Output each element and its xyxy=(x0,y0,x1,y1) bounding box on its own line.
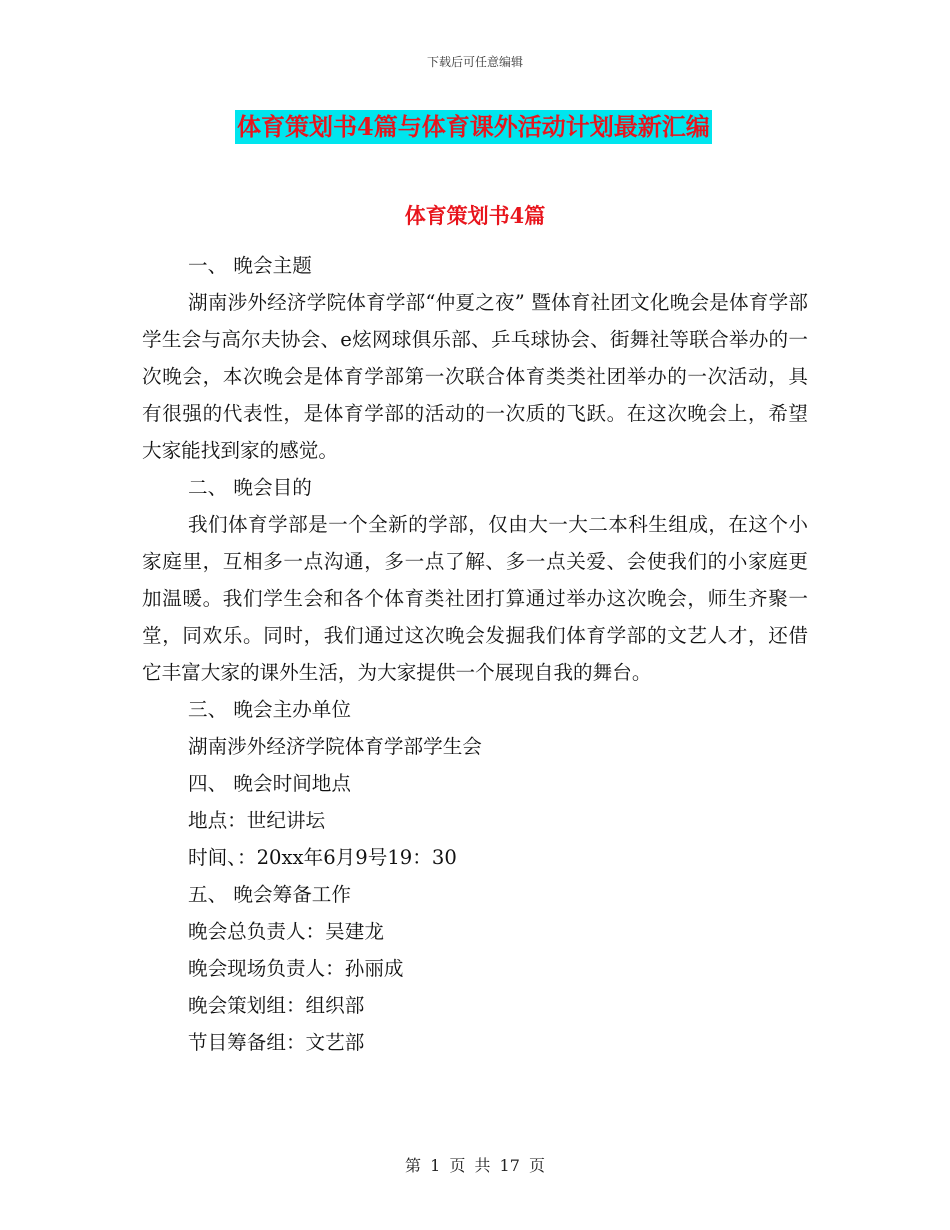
section-heading-time-place: 四、 晚会时间地点 xyxy=(188,772,351,795)
page-number-footer: 第 1 页 共 17 页 xyxy=(405,1156,545,1175)
paragraph-program-group: 节目筹备组：文艺部 xyxy=(188,1031,365,1054)
section-heading-purpose: 二、 晚会目的 xyxy=(188,476,312,499)
section-heading-theme: 一、 晚会主题 xyxy=(188,254,312,277)
document-body xyxy=(142,247,808,1061)
document-main-title: 体育策划书4篇与体育课外活动计划最新汇编 xyxy=(235,110,712,144)
paragraph-planning-group: 晚会策划组：组织部 xyxy=(188,994,365,1017)
paragraph-organizer: 湖南涉外经济学院体育学部学生会 xyxy=(188,735,482,758)
paragraph-chief: 晚会总负责人：吴建龙 xyxy=(188,920,384,943)
paragraph-onsite-lead: 晚会现场负责人：孙丽成 xyxy=(188,957,404,980)
document-sub-title: 体育策划书4篇 xyxy=(404,203,546,228)
header-note: 下载后可任意编辑 xyxy=(426,55,523,69)
paragraph-time: 时间、：20xx年6月9号19：30 xyxy=(188,846,457,869)
paragraph-purpose: 我们体育学部是一个全新的学部，仅由大一大二本科生组成，在这个小家庭里，互相多一点沟通，多一点了解、多一点关爱、会使我们的小家庭更加温暖。我们学生会和各个体育类社团打算通过举办这次晚会，师生齐聚一堂，同欢乐。同时，我们通过这次晚会发掘我们体育学部的文艺人才，还借它丰富大家的课外生活，为大家提供一个展现自我的舞台。 xyxy=(142,513,808,684)
paragraph-place: 地点：世纪讲坛 xyxy=(188,809,326,832)
section-heading-organizer: 三、 晚会主办单位 xyxy=(188,698,351,721)
section-heading-preparation: 五、 晚会筹备工作 xyxy=(188,883,351,906)
paragraph-theme: 湖南涉外经济学院体育学部“仲夏之夜” 暨体育社团文化晚会是体育学部学生会与高尔夫协会、e炫网球俱乐部、乒乓球协会、街舞社等联合举办的一次晚会，本次晚会是体育学部第一次联合体育类类社团举办的一次活动，具有很强的代表性，是体育学部的活动的一次质的飞跃。在这次晚会上，希望大家能找到家的感觉。 xyxy=(142,291,808,462)
